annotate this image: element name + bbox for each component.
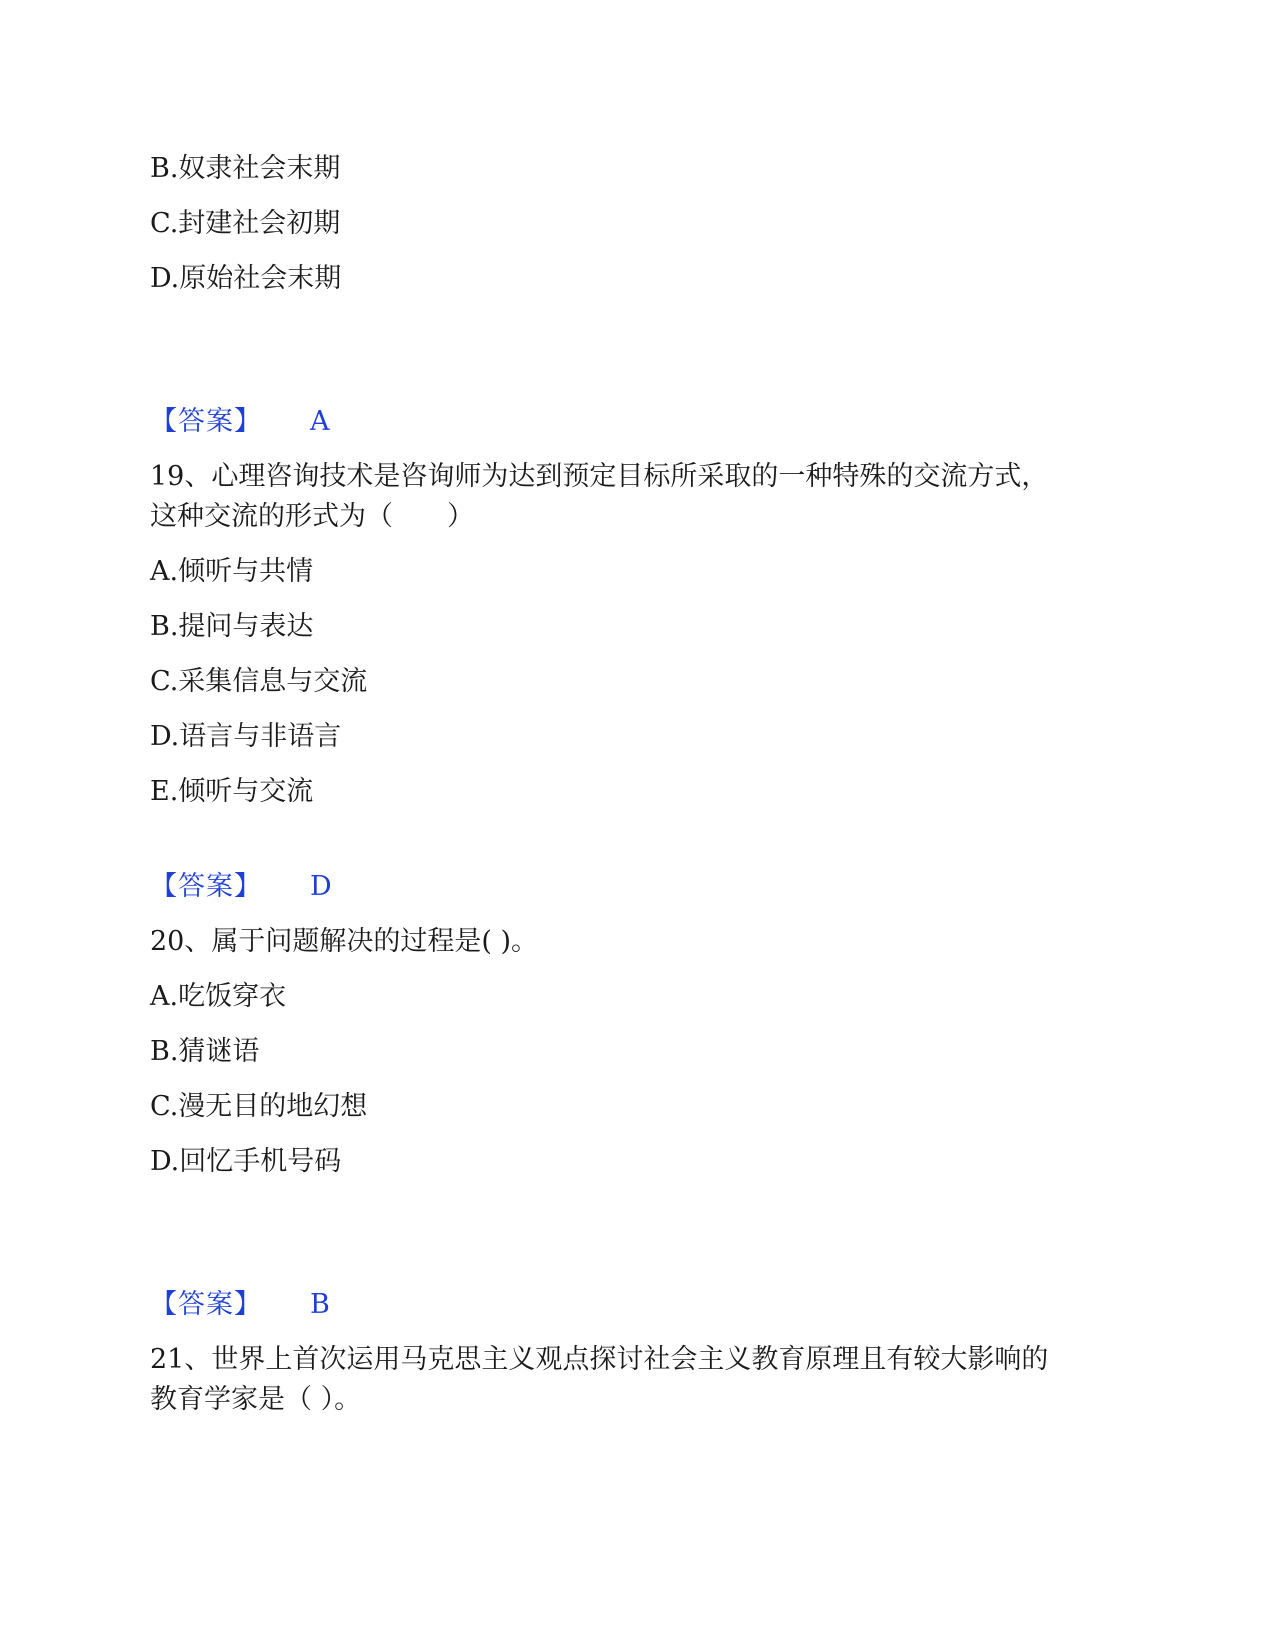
q19-answer-label: 【答案】	[150, 871, 262, 902]
q18-option-c: C.封建社会初期	[150, 208, 341, 239]
q18-answer	[150, 405, 330, 439]
q19-stem-line-2: 这种交流的形式为（ ）	[150, 501, 474, 532]
q19-option-d: D.语言与非语言	[150, 721, 342, 752]
q21-stem-line-2: 教育学家是（ ）。	[150, 1384, 362, 1415]
q19-answer	[150, 870, 332, 904]
q18-option-d: D.原始社会末期	[150, 263, 342, 294]
q20-option-b: B.猜谜语	[150, 1036, 260, 1067]
q20-option-c: C.漫无目的地幻想	[150, 1091, 368, 1122]
q20-answer-label: 【答案】	[150, 1289, 262, 1320]
q20-option-d: D.回忆手机号码	[150, 1146, 342, 1177]
q20-stem: 20、属于问题解决的过程是( )。	[150, 926, 539, 957]
q20-option-a: A.吃饭穿衣	[150, 981, 287, 1012]
q19-answer-value: D	[310, 871, 332, 902]
q18-answer-label: 【答案】	[150, 406, 262, 437]
q19-option-c: C.采集信息与交流	[150, 666, 368, 697]
q19-option-b: B.提问与表达	[150, 611, 314, 642]
q20-answer-value: B	[310, 1289, 330, 1320]
q19-option-e: E.倾听与交流	[150, 776, 314, 807]
q19-stem-line-1: 19、心理咨询技术是咨询师为达到预定目标所采取的一种特殊的交流方式，	[150, 461, 1049, 492]
q18-option-b: B.奴隶社会末期	[150, 153, 341, 184]
q21-stem-line-1: 21、世界上首次运用马克思主义观点探讨社会主义教育原理且有较大影响的	[150, 1344, 1049, 1375]
q18-answer-value: A	[310, 406, 330, 437]
q20-answer	[150, 1288, 330, 1322]
q19-option-a: A.倾听与共情	[150, 556, 314, 587]
